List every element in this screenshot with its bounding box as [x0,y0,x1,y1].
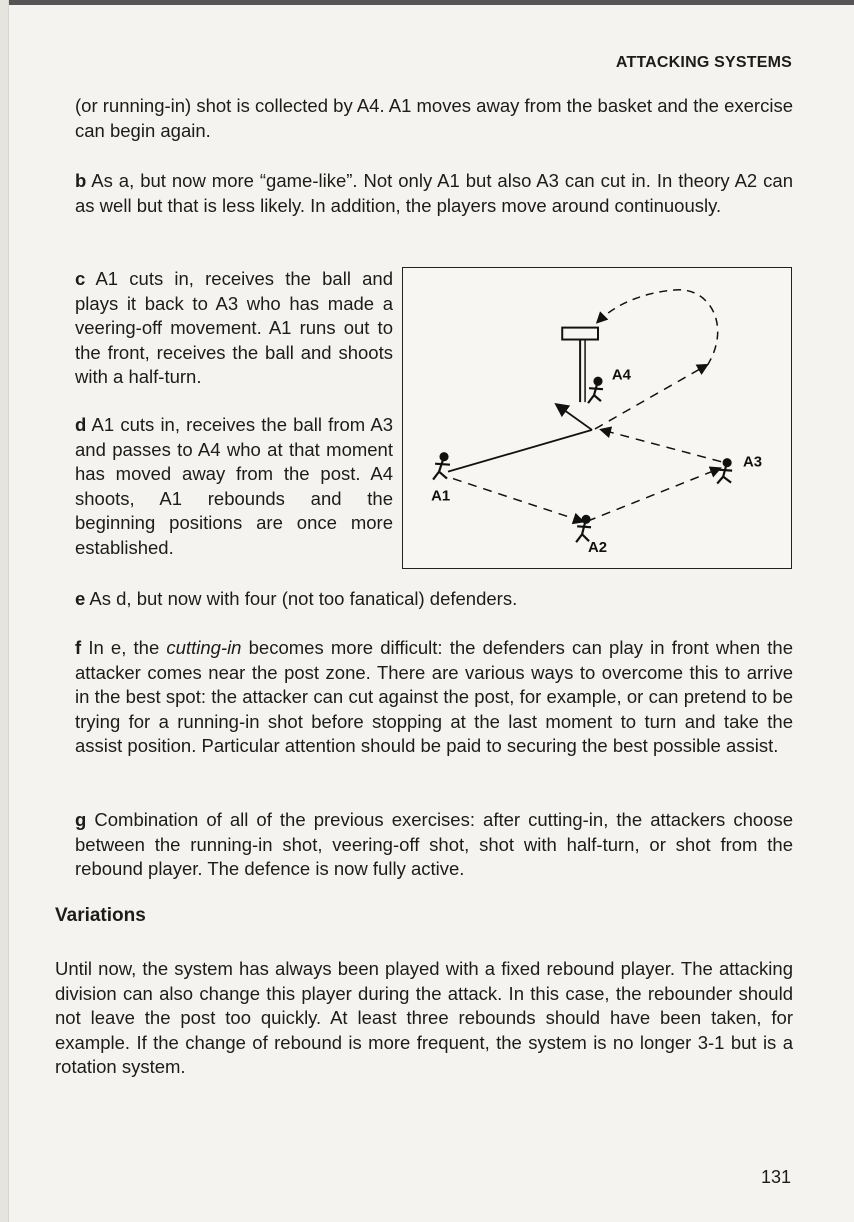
play-diagram-svg [403,268,791,568]
page-binding-edge [0,0,9,1222]
exercise-f-post: becomes more difficult: the defenders can play in front when the attacker comes near the post zone. There are various ways to overcome this to arrive in the best spot: the attacker can cut against the post, for example, or can pretend to be trying for a running-in shot before stopping at the last moment to turn and take the assist position. Particular attention should be paid to securing the best possible assist. [75,637,794,756]
exercise-b-text: As a, but now more “game-like”. Not only A1 but also A3 can cut in. In theory A2 can as well but that is less likely. In addition, the players move around continuously. [75,170,793,216]
exercise-f [75,636,793,759]
exercise-d-text: A1 cuts in, receives the ball from A3 and passes to A4 who at that moment has moved away from the post. A4 shoots, A1 rebounds and the beginning positions are once more established. [75,414,393,558]
exercise-g [75,808,793,882]
label-a4: A4 [611,367,631,384]
pass-a3-cut [602,430,721,462]
page-number: 131 [760,1167,791,1187]
player-a3-figure [717,459,732,483]
exercise-e-text: As d, but now with four (not too fanatical) defenders. [85,588,518,609]
exercise-d-letter: d [75,414,87,435]
label-a1: A1 [431,488,451,505]
a1-cut-path [448,430,592,472]
pass-a2-a3 [587,469,719,522]
exercise-e [75,587,793,612]
pass-a1-a2 [453,479,582,522]
exercise-b [75,169,793,218]
exercise-g-letter: g [75,809,87,830]
paragraph-continued-text: (or running-in) shot is collected by A4. A1 moves away from the basket and the exercise can begin again. [75,95,793,141]
label-a2: A2 [588,540,608,557]
exercise-g-text: Combination of all of the previous exercises: after cutting-in, the attackers choose between the running-in shot, veering-off shot, shot with half-turn, or shot from the rebound player. The defence is now fully active. [75,809,793,879]
variations-text: Until now, the system has always been played with a fixed rebound player. The attacking division can also change this player during the attack. In this case, the rebounder should not leave the post too quickly. At least three rebounds should have been taken, for example. If the change of rebound is more frequent, the system is no longer 3-1 but is a rotation system. [55,958,793,1077]
exercise-f-letter: f [75,637,82,658]
exercise-f-italic: cutting-in [166,637,242,658]
a1-cut-arrow [557,405,592,430]
variations-heading: Variations [55,905,146,926]
exercise-c-text: A1 cuts in, receives the ball and plays it back to A3 who has made a veering-off movement. A1 runs out to the front, receives the ball and shoots with a half-turn. [75,268,393,387]
exercise-e-letter: e [75,588,86,609]
exercise-d [75,413,393,560]
exercise-f-pre: In e, the [81,637,167,658]
play-diagram [402,267,792,569]
label-a3: A3 [743,454,763,471]
exercise-b-letter: b [75,170,87,191]
backboard-shape [562,328,598,340]
paragraph-continued [75,94,793,143]
player-a4-figure [588,378,603,403]
running-head: ATTACKING SYSTEMS [615,54,792,71]
player-a1-figure [433,453,450,479]
exercise-c [75,267,393,390]
a4-shot-curve [598,290,718,366]
page-top-edge [0,0,854,5]
exercise-c-letter: c [75,268,86,289]
